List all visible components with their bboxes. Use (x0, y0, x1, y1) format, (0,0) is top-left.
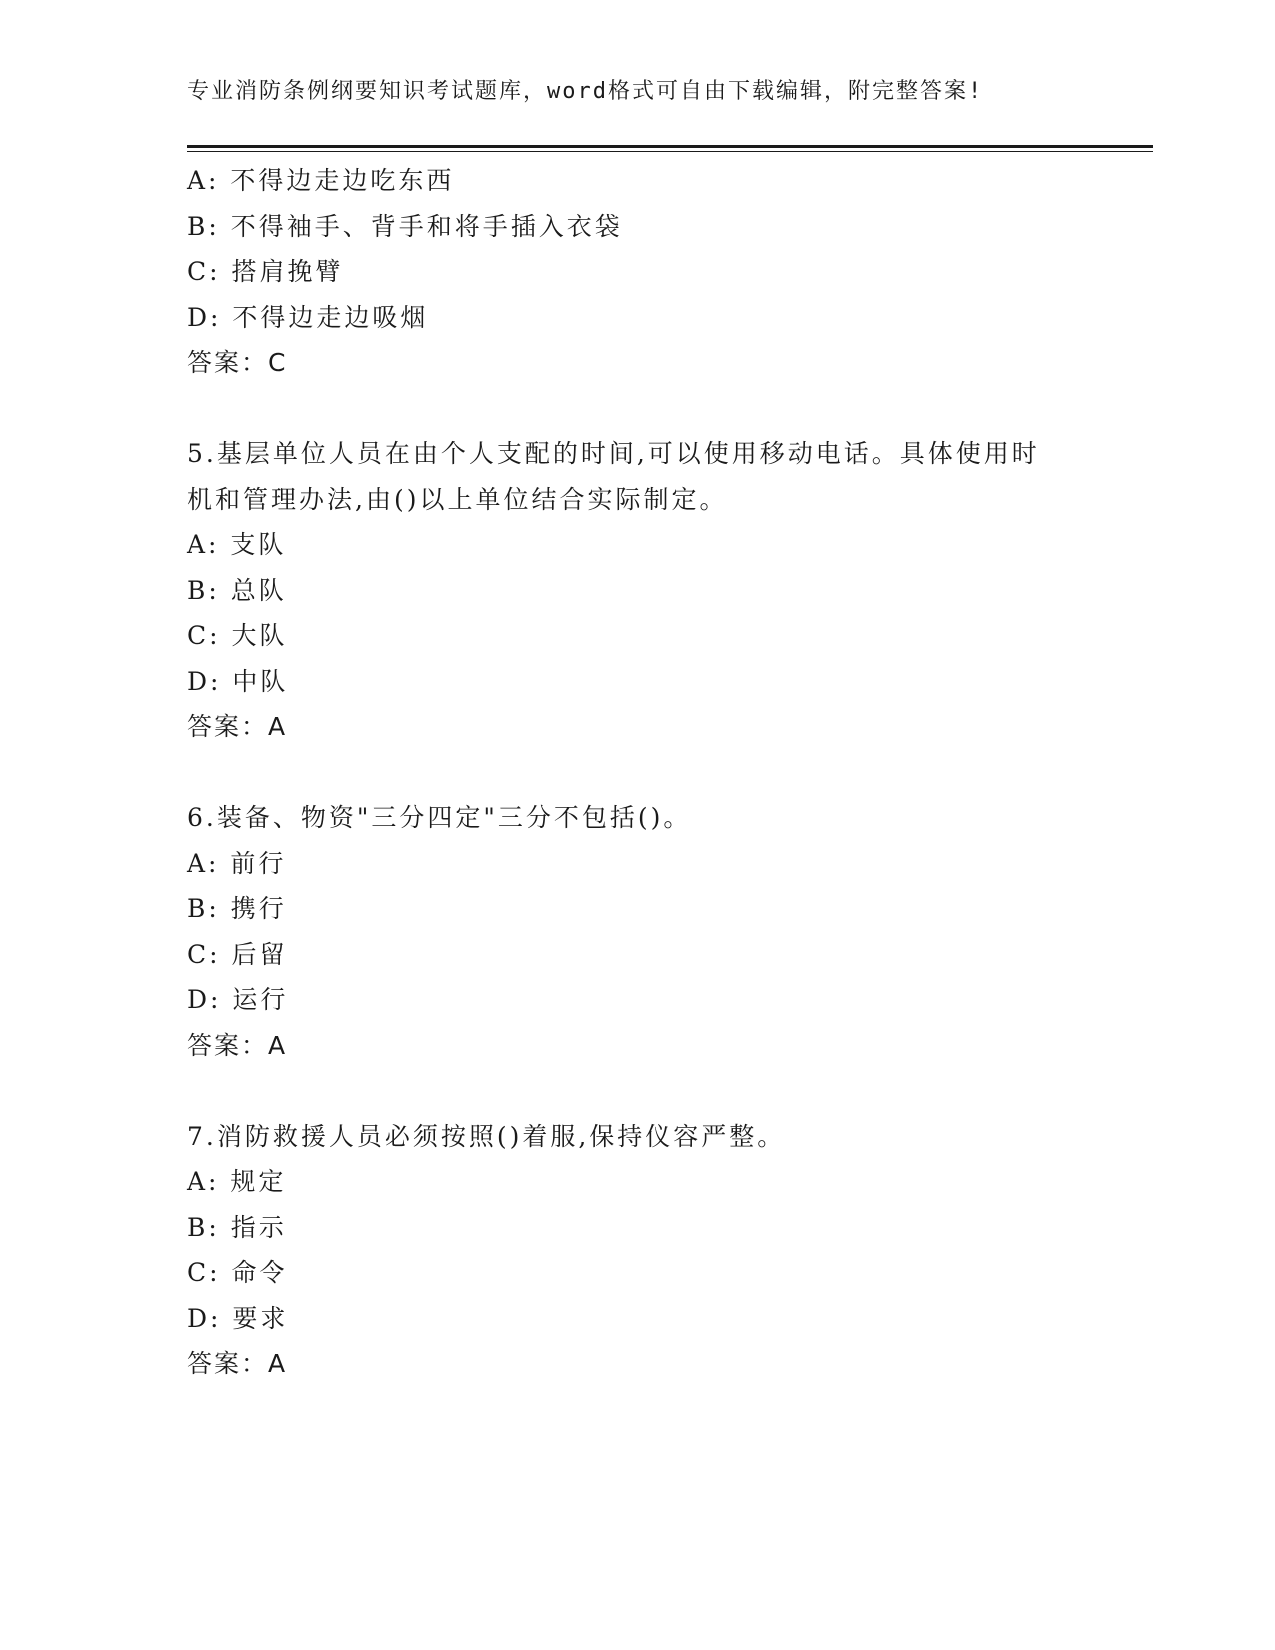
option-a: A: 前行 (187, 848, 287, 878)
spacer (187, 750, 1087, 796)
question-block (187, 158, 1087, 386)
option-c: C: 命令 (187, 1258, 288, 1287)
option-b: B: 指示 (187, 1212, 287, 1242)
spacer (187, 1068, 1087, 1114)
answer-line: 答案：A (187, 1030, 288, 1060)
question-block (187, 431, 1087, 750)
option-a: A: 规定 (187, 1167, 287, 1196)
answer-line: 答案：A (187, 712, 288, 741)
header-rule-thin (187, 151, 1153, 152)
option-b: B: 不得袖手、背手和将手插入衣袋 (187, 211, 623, 241)
option-d: D: 要求 (187, 1303, 289, 1333)
option-b: B: 携行 (187, 894, 287, 923)
option-c: C: 搭肩挽臂 (187, 257, 344, 286)
header-rule-thick (187, 145, 1153, 148)
option-a: A: 不得边走边吃东西 (187, 166, 455, 195)
spacer (187, 386, 1087, 432)
question-text: 7.消防救援人员必须按照()着服,保持仪容严整。 (187, 1121, 786, 1151)
question-text: 5.基层单位人员在由个人支配的时间,可以使用移动电话。具体使用时 (187, 439, 1040, 468)
question-text: 6.装备、物资"三分四定"三分不包括()。 (187, 803, 692, 832)
question-block (187, 1114, 1087, 1387)
option-a: A: 支队 (187, 530, 287, 559)
option-b: B: 总队 (187, 575, 287, 605)
question-text: 机和管理办法,由()以上单位结合实际制定。 (187, 484, 728, 514)
option-d: D: 运行 (187, 985, 289, 1014)
option-c: C: 大队 (187, 621, 288, 650)
option-c: C: 后留 (187, 939, 288, 969)
answer-line: 答案：C (187, 348, 288, 377)
answer-line: 答案：A (187, 1349, 288, 1378)
question-block (187, 795, 1087, 1068)
option-d: D: 不得边走边吸烟 (187, 302, 429, 332)
option-d: D: 中队 (187, 666, 289, 696)
document-header: 专业消防条例纲要知识考试题库，word格式可自由下载编辑，附完整答案! (187, 79, 984, 104)
question-list (187, 158, 1087, 1387)
